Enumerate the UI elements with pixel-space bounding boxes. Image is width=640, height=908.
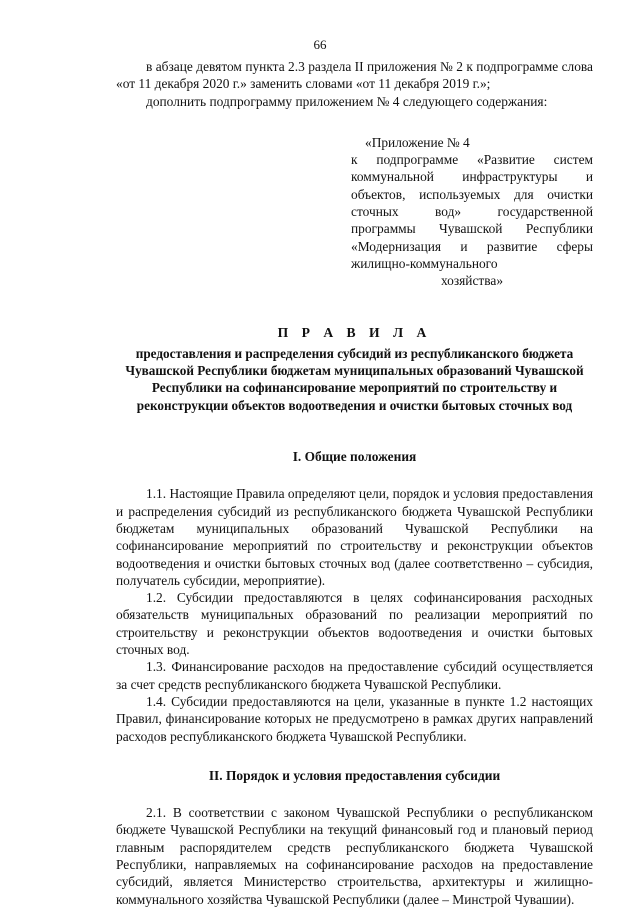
document-title: П Р А В И Л А (277, 324, 432, 340)
paragraph-1-1: 1.1. Настоящие Правила определяют цели, порядок и условия предоставления и распределения субсидий из республиканского бюджета Чувашской Республики бюджетам муниципальных образований Чувашской Республики на софинансирование мероприятий по строительству и реконструкции объектов водоотведения и очистки бытовых сточных вод (далее соответственно – субсидия, получатель субсидии, мероприятие). (116, 486, 593, 588)
section-1-heading: I. Общие положения (292, 449, 417, 465)
appendix-body: к подпрограмме «Развитие систем коммунальной инфраструктуры и объектов, используемых для очистки сточных вод» государственной программы Чувашской Республики «Модернизация и развитие сферы жилищно-коммунального (351, 152, 593, 271)
page-number: 66 (313, 37, 327, 52)
paragraph-1-4: 1.4. Субсидии предоставляются на цели, указанные в пункте 1.2 настоящих Правил, финансирование которых не предусмотрено в рамках других направлений расходов республиканского бюджета Чувашской Республики. (116, 693, 593, 744)
appendix-block (351, 134, 593, 290)
section-2-heading: II. Порядок и условия предоставления субсидии (208, 767, 501, 783)
paragraph-2-1: 2.1. В соответствии с законом Чувашской Республики о республиканском бюджете Чувашской Республики на текущий финансовый год и плановый период главным распорядителем средств республиканского бюджета Чувашской Республики, направляемых на софинансирование расходов на предоставление субсидий, является Министерство строительства, архитектуры и жилищно-коммунального хозяйства Чувашской Республики (далее – Минстрой Чувашии). (116, 805, 593, 907)
intro-paragraph-2: дополнить подпрограмму приложением № 4 следующего содержания: (146, 93, 548, 109)
paragraph-1-3: 1.3. Финансирование расходов на предоставление субсидий осуществляется за счет средств республиканского бюджета Чувашской Республики. (116, 659, 593, 692)
document-subtitle: предоставления и распределения субсидий из республиканского бюджета Чувашской Республики бюджетам муниципальных образований Чувашской Республики на софинансирование мероприятий по строительству и реконструкции объектов водоотведения и очистки бытовых сточных вод (125, 345, 584, 413)
document-body (116, 58, 593, 908)
paragraph-1-2: 1.2. Субсидии предоставляются в целях софинансирования расходных обязательств муниципальных образований по реализации мероприятий по строительству и реконструкции объектов водоотведения и очистки бытовых сточных вод. (116, 590, 593, 658)
appendix-title: «Приложение № 4 (365, 134, 470, 150)
appendix-last-line: хозяйства» (440, 273, 504, 289)
intro-paragraph-1: в абзаце девятом пункта 2.3 раздела II приложения № 2 к подпрограмме слова «от 11 декабря 2020 г.» заменить словами «от 11 декабря 2019 г.»; (116, 59, 593, 92)
